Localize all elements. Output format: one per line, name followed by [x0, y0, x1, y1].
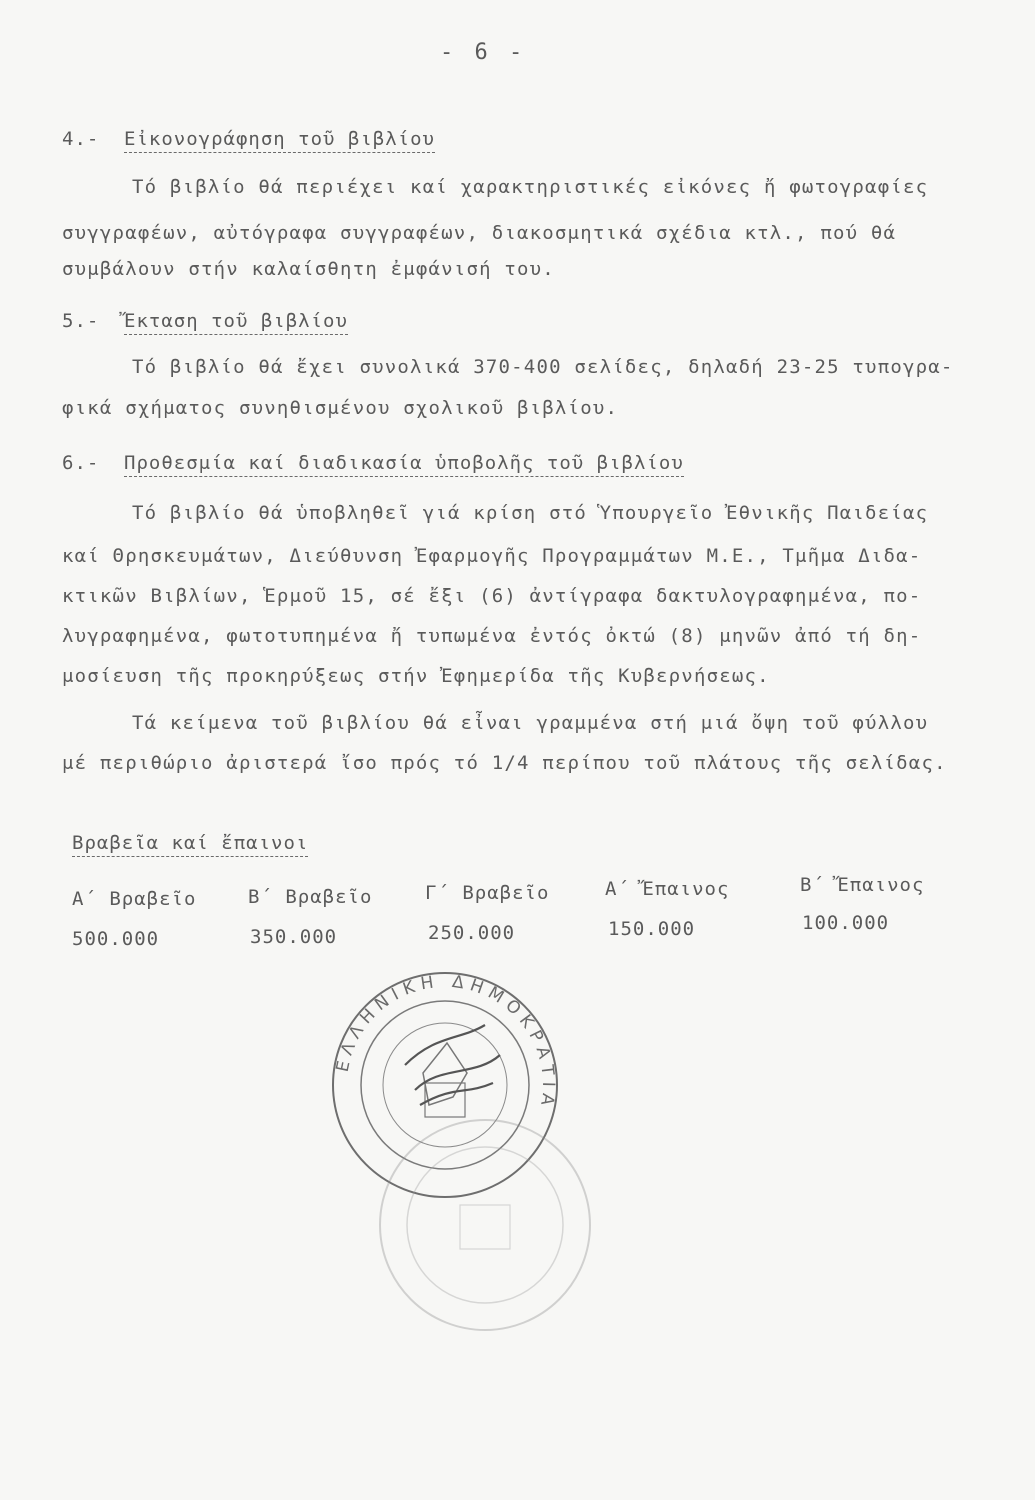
- prize-label: Β΄ Βραβεῖο: [248, 886, 373, 908]
- prize-amount: 250.000: [428, 922, 516, 944]
- prize-label: Α΄ Βραβεῖο: [72, 888, 197, 910]
- paragraph-line: καί Θρησκευμάτων, Διεύθυνση Ἐφαρμογῆς Προγραμμάτων Μ.Ε., Τμῆμα Διδα-: [62, 545, 922, 567]
- paragraph-line: Τό βιβλίο θά περιέχει καί χαρακτηριστικές εἰκόνες ἤ φωτογραφίες: [132, 176, 929, 198]
- paragraph-line: συγγραφέων, αὐτόγραφα συγγραφέων, διακοσμητικά σχέδια κτλ., πού θά: [62, 222, 897, 244]
- page-number: - 6 -: [440, 40, 527, 65]
- prize-label: Α΄ Ἔπαινος: [605, 878, 730, 900]
- svg-text:ΕΛΛΗΝΙΚΗ ΔΗΜΟΚΡΑΤΙΑ: ΕΛΛΗΝΙΚΗ ΔΗΜΟΚΡΑΤΙΑ: [332, 971, 559, 1113]
- paragraph-line: κτικῶν Βιβλίων, Ἑρμοῦ 15, σέ ἔξι (6) ἀντίγραφα δακτυλογραφημένα, πο-: [62, 585, 922, 607]
- prize-amount: 100.000: [802, 912, 890, 934]
- section-6-heading: [62, 452, 684, 474]
- section-title: Εἰκονογράφηση τοῦ βιβλίου: [124, 128, 435, 153]
- paragraph-line: λυγραφημένα, φωτοτυπημένα ἤ τυπωμένα ἐντός ὀκτώ (8) μηνῶν ἀπό τή δη-: [62, 625, 922, 647]
- prize-label: Γ΄ Βραβεῖο: [425, 882, 550, 904]
- paragraph-line: Τά κείμενα τοῦ βιβλίου θά εἶναι γραμμένα στή μιά ὄψη τοῦ φύλλου: [132, 712, 929, 734]
- section-number: 5.-: [62, 310, 100, 332]
- section-title: Ἔκταση τοῦ βιβλίου: [124, 310, 348, 335]
- prize-amount: 350.000: [250, 926, 338, 948]
- prize-amount: 500.000: [72, 928, 160, 950]
- paragraph-line: Τό βιβλίο θά ὑποβληθεῖ γιά κρίση στό Ὑπουργεῖο Ἐθνικῆς Παιδείας: [132, 502, 929, 524]
- paragraph-line: Τό βιβλίο θά ἔχει συνολικά 370-400 σελίδες, δηλαδή 23-25 τυπογρα-: [132, 356, 954, 378]
- paragraph-line: συμβάλουν στήν καλαίσθητη ἐμφάνισή του.: [62, 258, 555, 280]
- prize-amount: 150.000: [608, 918, 696, 940]
- section-5-heading: [62, 310, 348, 332]
- faded-stamp-icon: [370, 1110, 600, 1340]
- prizes-heading: Βραβεῖα καί ἔπαινοι: [72, 832, 308, 857]
- section-number: 6.-: [62, 452, 100, 474]
- section-number: 4.-: [62, 128, 100, 150]
- paragraph-line: μέ περιθώριο ἀριστερά ἴσο πρός τό 1/4 περίπου τοῦ πλάτους τῆς σελίδας.: [62, 752, 947, 774]
- paragraph-line: φικά σχήματος συνηθισμένου σχολικοῦ βιβλίου.: [62, 397, 619, 419]
- section-title: Προθεσμία καί διαδικασία ὑποβολῆς τοῦ βιβλίου: [124, 452, 684, 477]
- paragraph-line: μοσίευση τῆς προκηρύξεως στήν Ἐφημερίδα τῆς Κυβερνήσεως.: [62, 665, 770, 687]
- section-4-heading: [62, 128, 435, 150]
- prize-label: Β΄ Ἔπαινος: [800, 874, 925, 896]
